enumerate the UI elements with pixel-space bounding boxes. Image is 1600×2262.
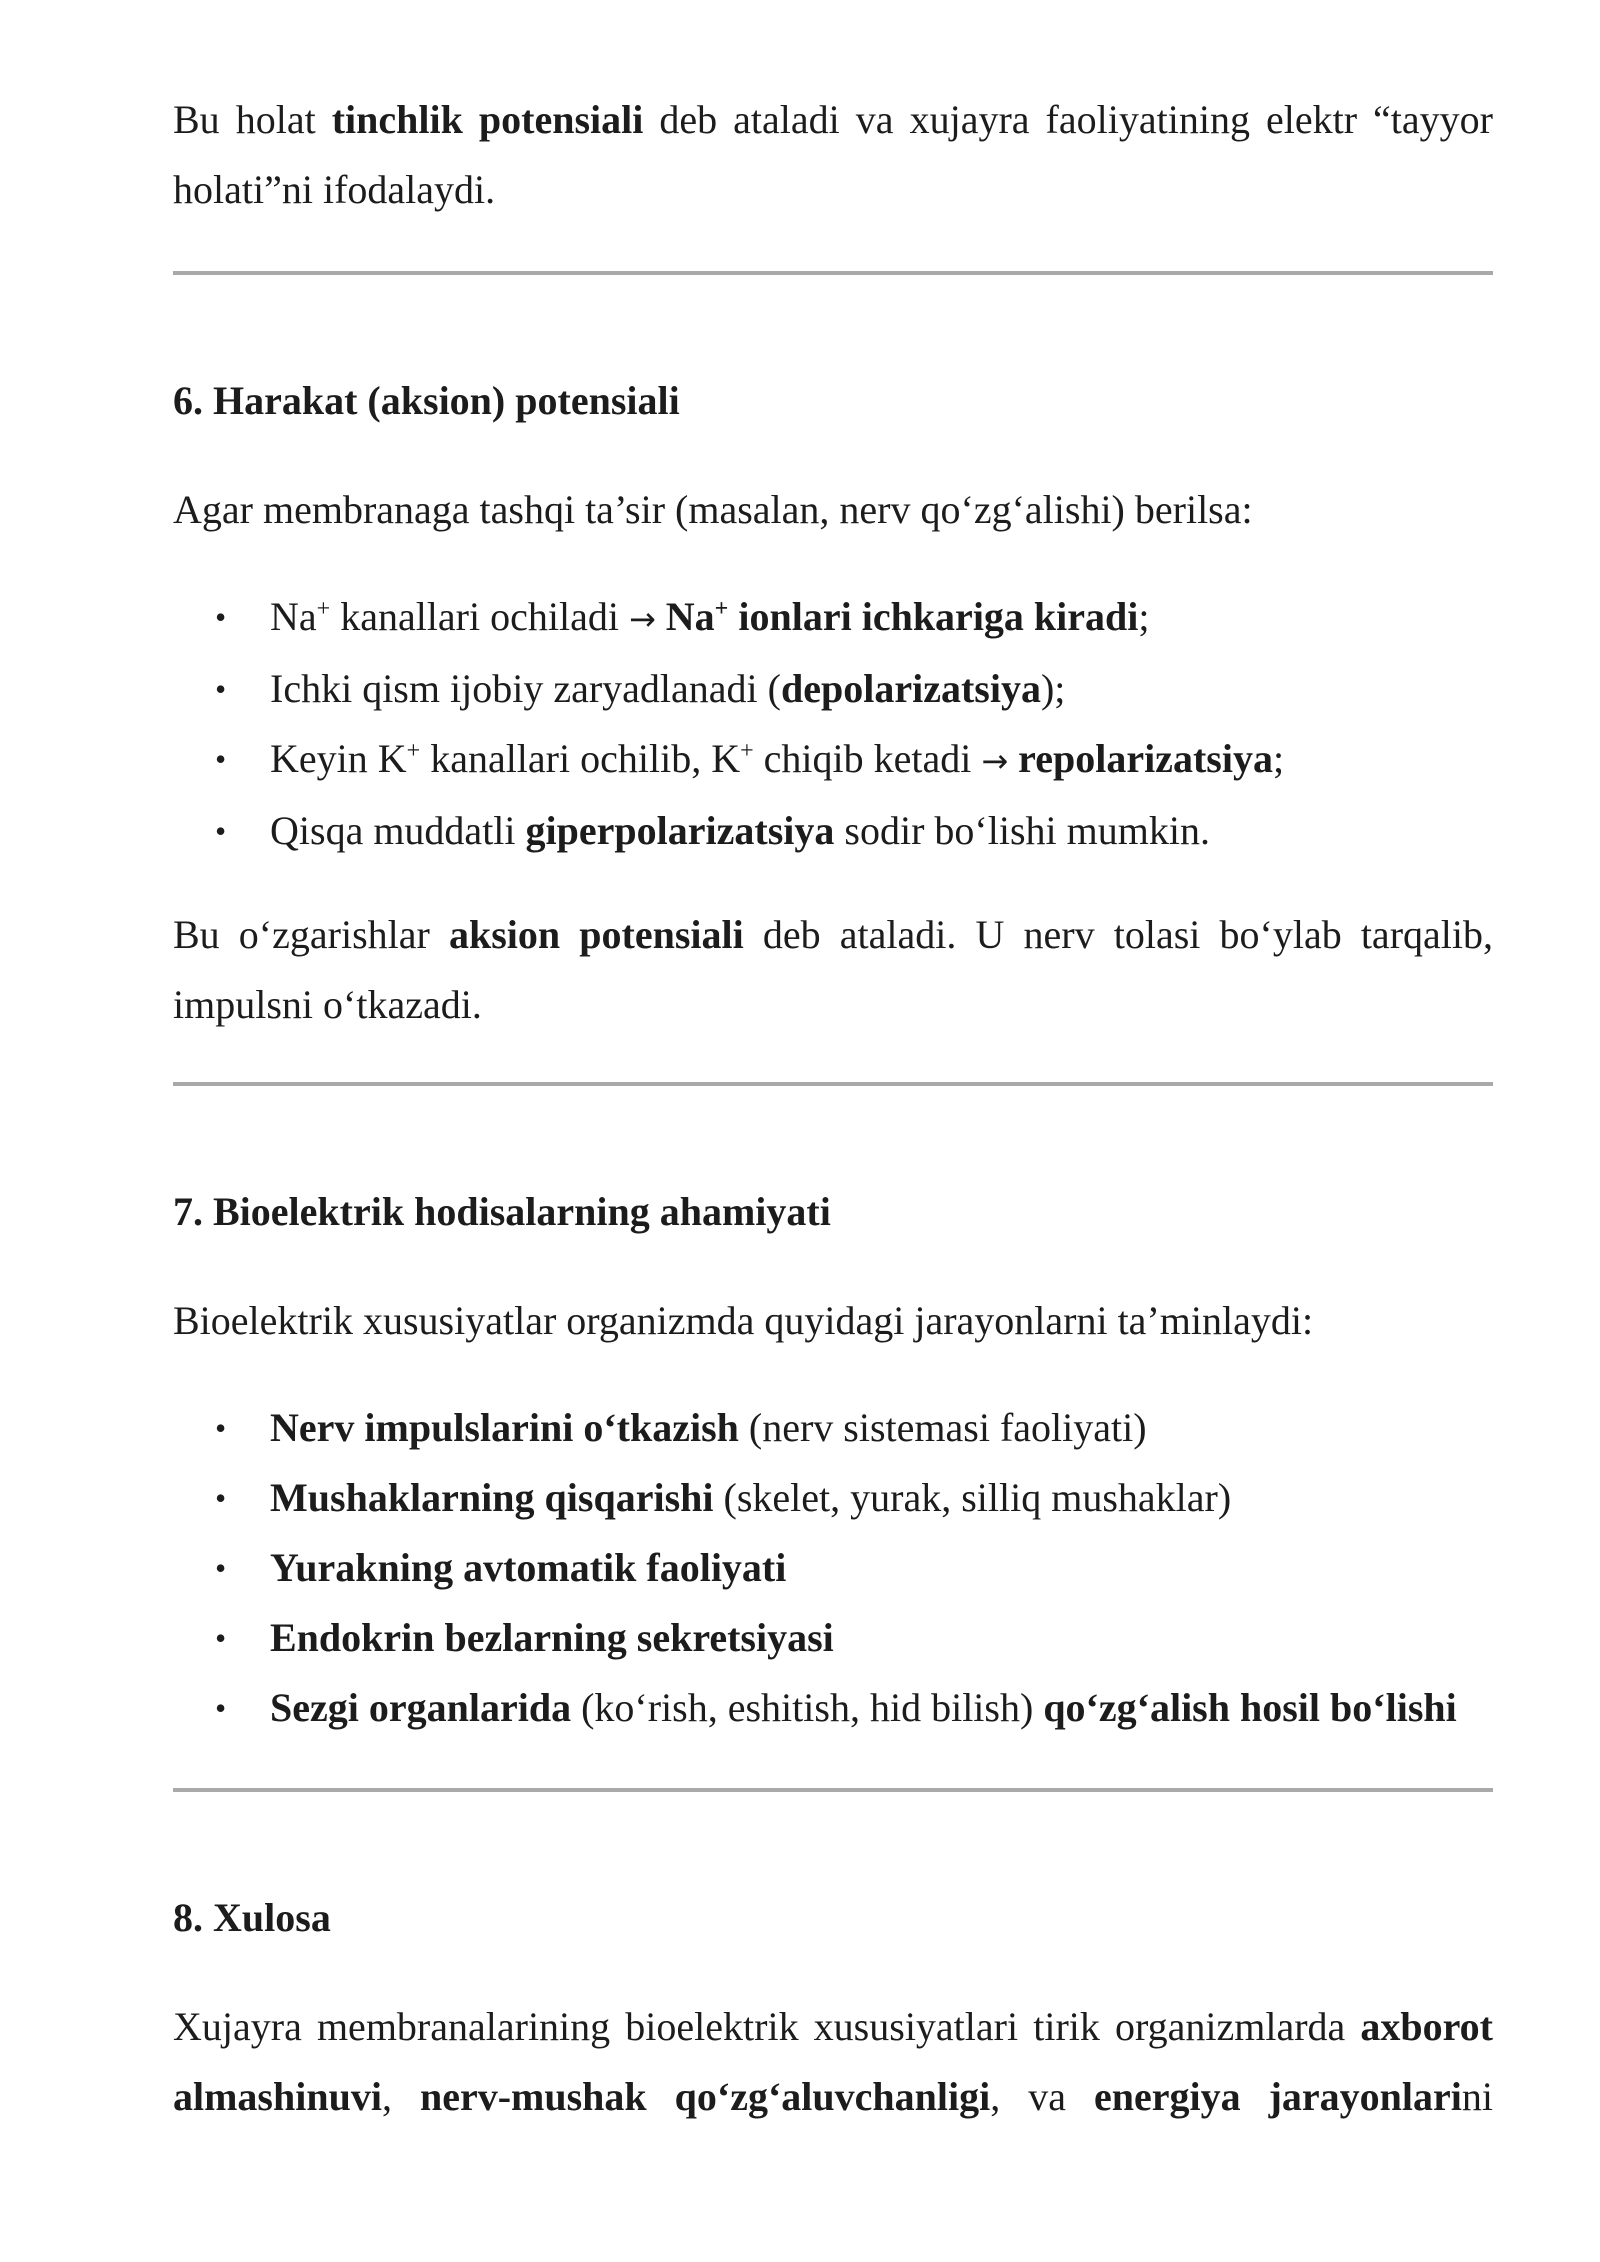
arrow-right-icon: → bbox=[628, 600, 656, 638]
section-heading: 7. Bioelektrik hodisalarning ahamiyati bbox=[173, 1189, 831, 1234]
list-item bbox=[173, 1393, 1493, 1463]
section-divider bbox=[173, 271, 1493, 275]
text-run: ni bbox=[1461, 2074, 1493, 2119]
list-item bbox=[173, 1673, 1493, 1743]
bold-term bbox=[666, 594, 1139, 639]
section-8 bbox=[173, 1890, 1493, 1946]
bullet-list bbox=[173, 1393, 1493, 1743]
text-run: chiqib ketadi bbox=[753, 736, 982, 781]
bullet-icon: • bbox=[215, 671, 227, 707]
list-item bbox=[173, 1533, 1493, 1603]
bullet-icon: • bbox=[215, 1690, 227, 1726]
superscript: + bbox=[316, 596, 331, 622]
section-divider bbox=[173, 1082, 1493, 1086]
list-item bbox=[173, 1603, 1493, 1673]
text-run: , va bbox=[990, 2074, 1094, 2119]
text-run: Ichki qism ijobiy zaryadlanadi ( bbox=[270, 666, 781, 711]
bullet-icon: • bbox=[215, 1410, 227, 1446]
lead-paragraph: Agar membranaga tashqi ta’sir (masalan, nerv qo‘zg‘alishi) berilsa: bbox=[173, 487, 1253, 532]
section-heading: 6. Harakat (aksion) potensiali bbox=[173, 378, 680, 423]
bold-term: axborot almashinuvi bbox=[173, 2004, 1493, 2119]
text-run: Bu holat bbox=[173, 97, 332, 142]
bold-term: energiya jarayonlari bbox=[1093, 2074, 1462, 2119]
text-run: kanallari ochilib, K bbox=[420, 736, 741, 781]
text-run: Bu o‘zgarishlar bbox=[173, 912, 449, 957]
superscript: + bbox=[714, 596, 729, 622]
text-run: ; bbox=[1272, 736, 1285, 781]
lead-paragraph: Bioelektrik xususiyatlar organizmda quyidagi jarayonlarni ta’minlaydi: bbox=[173, 1298, 1314, 1343]
text-run: ionlari ichkariga kiradi bbox=[728, 594, 1139, 639]
text-run: , bbox=[381, 2074, 420, 2119]
section-6-list bbox=[173, 582, 1493, 866]
text-run: (nerv sistemasi faoliyati) bbox=[738, 1405, 1147, 1450]
text-run: sodir bo‘lishi mumkin. bbox=[834, 808, 1210, 853]
list-item bbox=[173, 654, 1493, 724]
list-item bbox=[173, 796, 1493, 866]
text-run: (ko‘rish, eshitish, hid bilish) bbox=[571, 1685, 1044, 1730]
intro-block bbox=[173, 85, 1493, 225]
bold-term: tinchlik potensiali bbox=[331, 97, 644, 142]
text-run: ; bbox=[1138, 594, 1150, 639]
text-run: Na bbox=[270, 594, 317, 639]
text-run: Qisqa muddatli bbox=[270, 808, 526, 853]
bold-term: qo‘zg‘alish hosil bo‘lishi bbox=[1043, 1685, 1457, 1730]
superscript: + bbox=[740, 738, 754, 764]
list-item bbox=[173, 724, 1493, 796]
section-7-list bbox=[173, 1393, 1493, 1743]
bold-term: depolarizatsiya bbox=[780, 666, 1041, 711]
bullet-icon: • bbox=[215, 813, 227, 849]
intro-paragraph bbox=[173, 85, 1493, 225]
section-6-lead bbox=[173, 475, 1493, 545]
arrow-right-icon: → bbox=[981, 742, 1009, 780]
section-6 bbox=[173, 373, 1493, 429]
bullet-list bbox=[173, 582, 1493, 866]
text-run: Keyin K bbox=[270, 736, 407, 781]
bullet-icon: • bbox=[215, 1550, 227, 1586]
text-run: Na bbox=[665, 594, 715, 639]
text-run: kanallari ochiladi bbox=[330, 594, 629, 639]
section-7 bbox=[173, 1184, 1493, 1240]
bold-term: aksion potensiali bbox=[448, 912, 744, 957]
bullet-icon: • bbox=[215, 741, 227, 777]
section-7-lead bbox=[173, 1286, 1493, 1356]
conclusion-paragraph bbox=[173, 1992, 1493, 2132]
text-run: (skelet, yurak, silliq mushaklar) bbox=[713, 1475, 1232, 1520]
bold-term: Endokrin bezlarning sekretsiyasi bbox=[270, 1615, 834, 1660]
text-run: Xujayra membranalarining bioelektrik xususiyatlari tirik organizmlarda bbox=[173, 2004, 1361, 2049]
bold-term: nerv-mushak qo‘zg‘aluvchanligi bbox=[419, 2074, 991, 2119]
text-run: ); bbox=[1040, 666, 1066, 711]
section-8-body bbox=[173, 1992, 1493, 2132]
section-divider bbox=[173, 1788, 1493, 1792]
superscript: + bbox=[406, 738, 421, 764]
list-item bbox=[173, 582, 1493, 654]
bullet-icon: • bbox=[215, 1620, 227, 1656]
bold-term: Mushaklarning qisqarishi bbox=[270, 1475, 714, 1520]
bold-term: Sezgi organlarida bbox=[270, 1685, 572, 1730]
section-heading: 8. Xulosa bbox=[173, 1895, 331, 1940]
bullet-icon: • bbox=[215, 599, 227, 635]
bullet-icon: • bbox=[215, 1480, 227, 1516]
closing-paragraph bbox=[173, 900, 1493, 1040]
list-item bbox=[173, 1463, 1493, 1533]
section-6-closing bbox=[173, 900, 1493, 1040]
text-run: deb ataladi. U nerv tolasi bo‘ylab tarqalib, impulsni o‘tkazadi. bbox=[173, 912, 1493, 1027]
bold-term: repolarizatsiya bbox=[1018, 736, 1273, 781]
text-run: deb ataladi va xujayra faoliyatining elektr “tayyor holati”ni ifodalaydi. bbox=[173, 97, 1493, 212]
bold-term: giperpolarizatsiya bbox=[525, 808, 835, 853]
bold-term: Yurakning avtomatik faoliyati bbox=[270, 1545, 787, 1590]
bold-term: Nerv impulslarini o‘tkazish bbox=[270, 1405, 739, 1450]
